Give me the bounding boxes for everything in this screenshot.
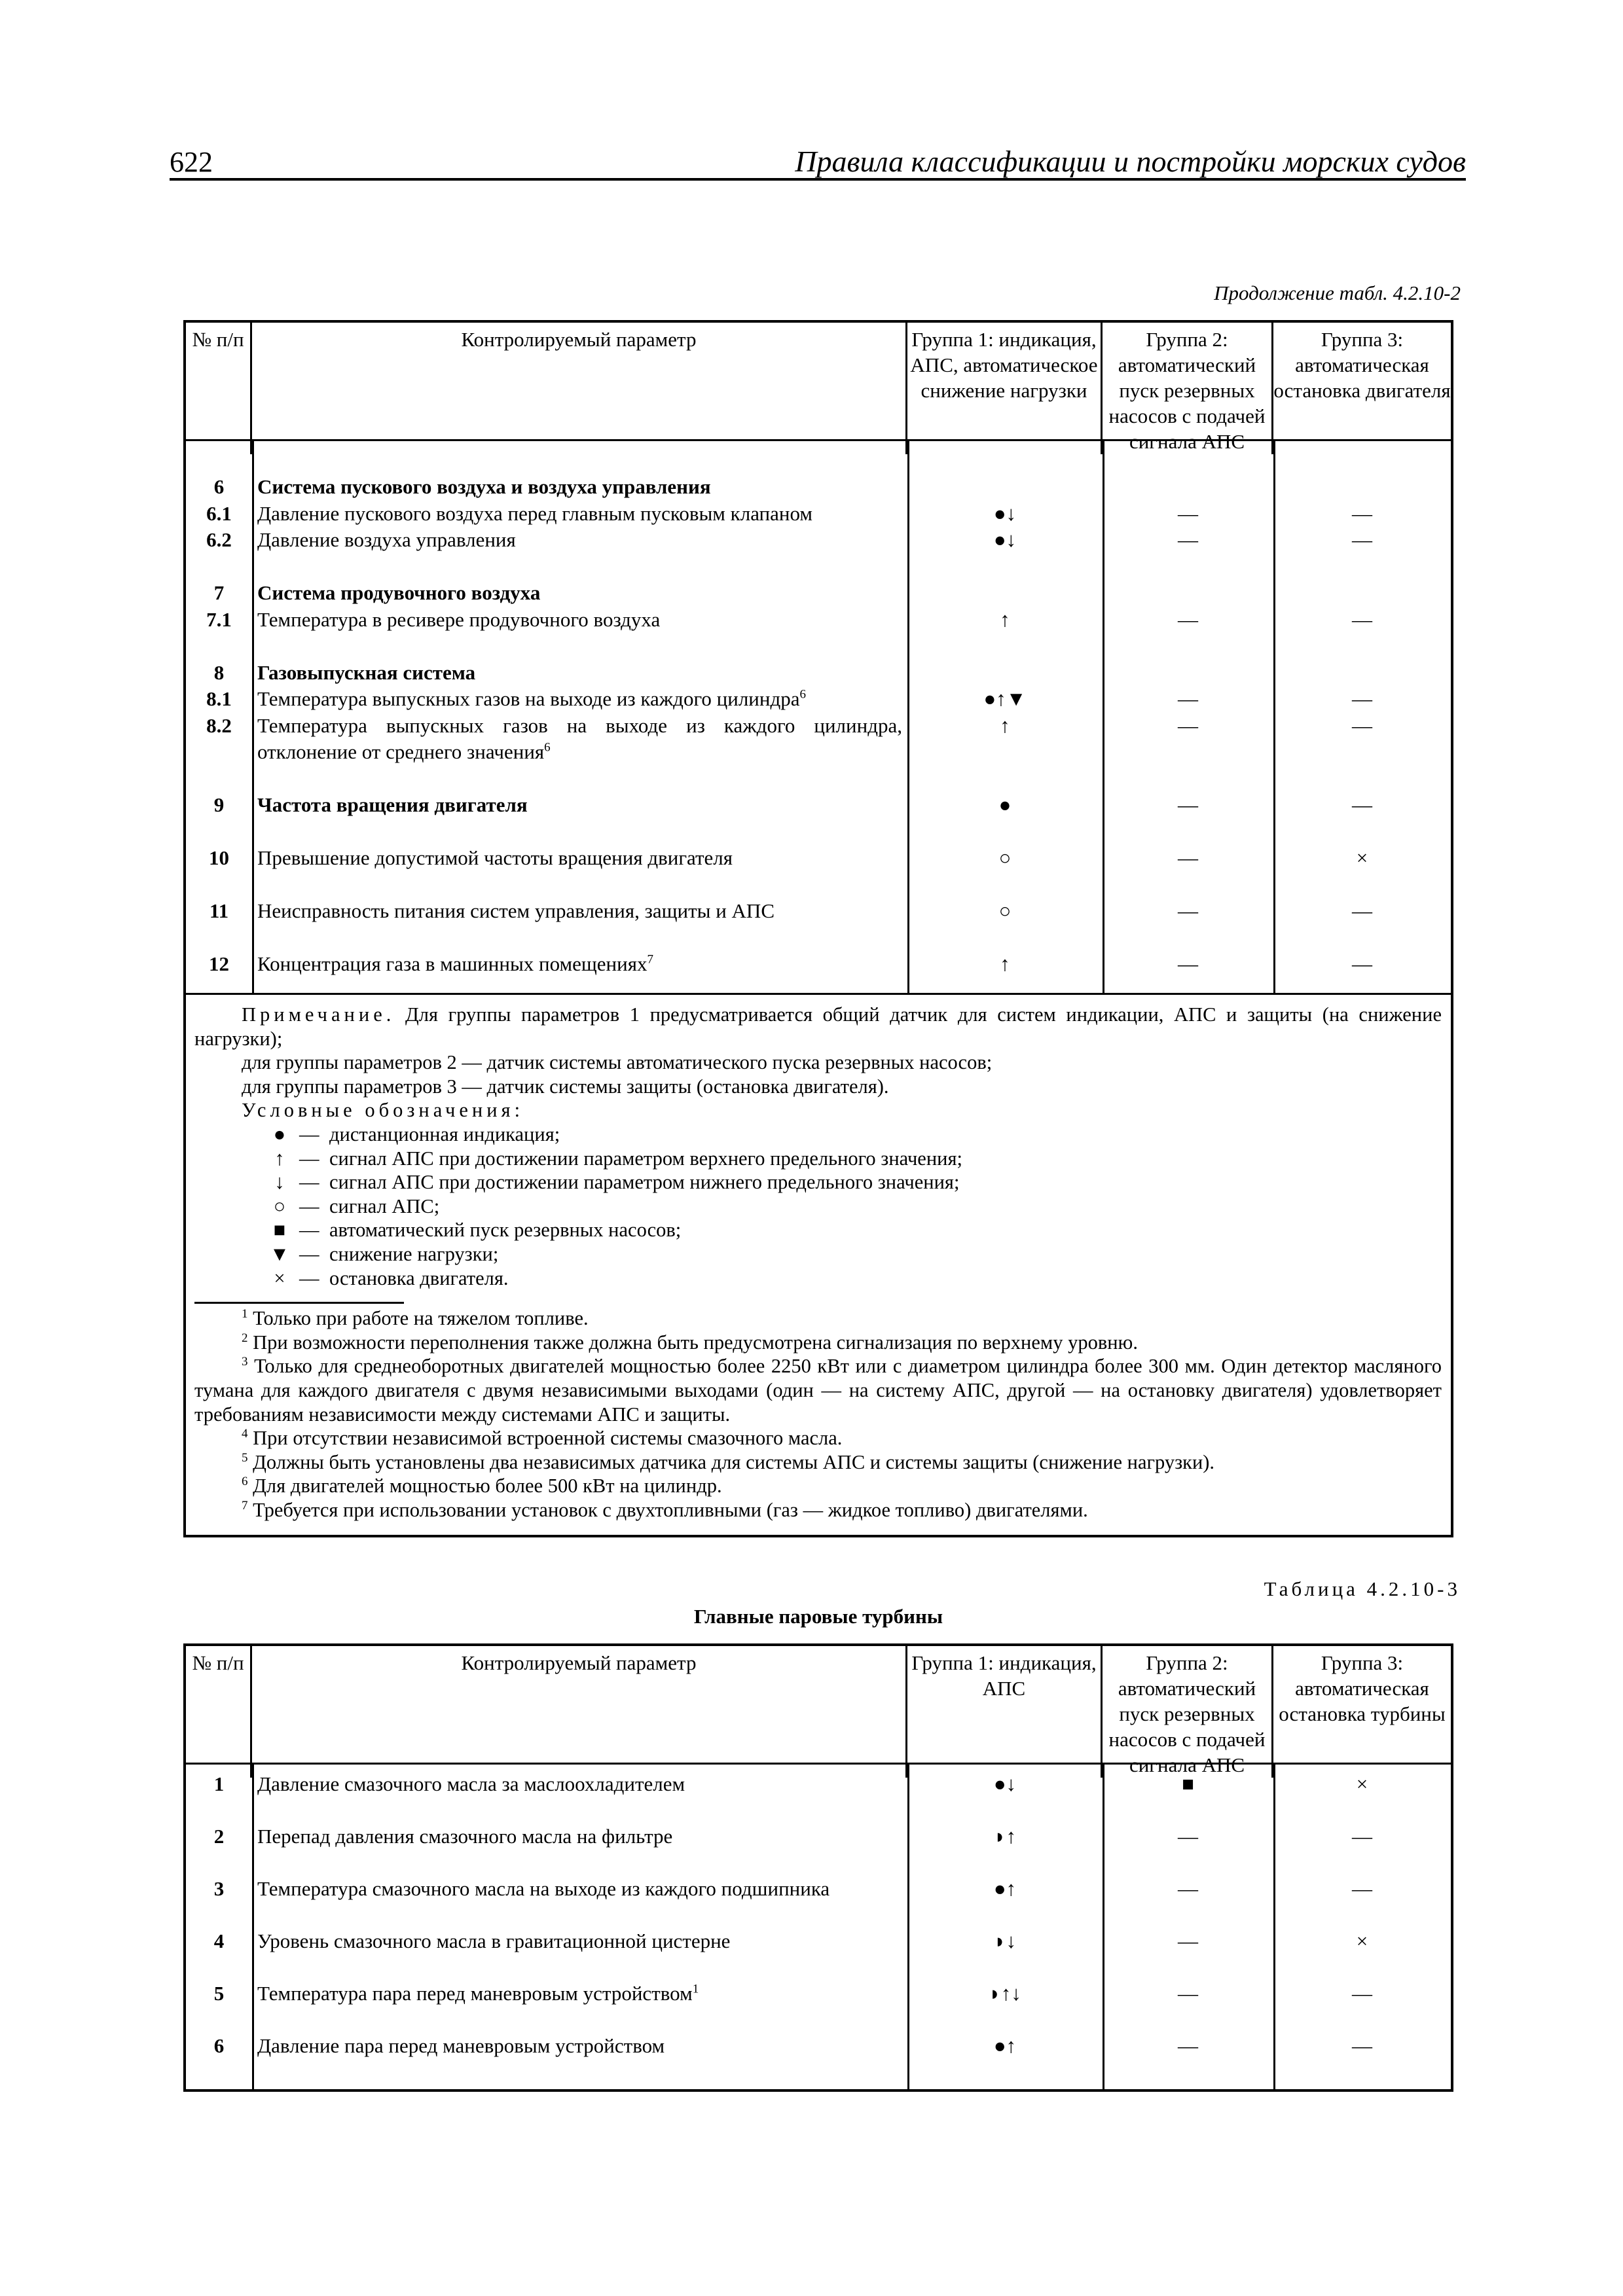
footnote-number: 1 xyxy=(242,1306,248,1321)
group-2-symbols: — xyxy=(1178,713,1198,737)
group-3-symbols: × xyxy=(1356,1929,1368,1952)
table-row xyxy=(186,898,1451,925)
legend-symbol-icon: ↑ xyxy=(274,1147,285,1170)
note-label: Примечание. xyxy=(242,1003,395,1026)
row-number: 6.1 xyxy=(206,501,232,525)
group-3-symbols: — xyxy=(1352,793,1372,816)
table-row xyxy=(186,660,1451,687)
row-spacer xyxy=(186,872,1451,899)
row-parameter xyxy=(252,845,907,872)
row-number: 8.1 xyxy=(206,687,232,710)
legend-text: снижение нагрузки; xyxy=(329,1242,499,1265)
legend-item xyxy=(194,1122,1442,1147)
row-number: 6 xyxy=(213,2034,225,2057)
row-number: 7.1 xyxy=(206,607,232,631)
legend-text: сигнал АПС при достижении параметром верхнего предельного значения; xyxy=(329,1147,962,1170)
row-parameter xyxy=(252,1922,907,1974)
header-number: № п/п xyxy=(186,323,252,454)
group-3-symbols: — xyxy=(1352,1982,1372,2005)
row-number: 6.2 xyxy=(206,528,232,551)
footnotes xyxy=(194,1306,1442,1522)
parameter-text: Давление пара перед маневровым устройством xyxy=(257,2034,665,2057)
table-row xyxy=(186,2026,1451,2079)
footnote xyxy=(194,1498,1442,1522)
group-1-symbols: ○ xyxy=(998,846,1012,869)
parameter-text: Превышение допустимой частоты вращения двигателя xyxy=(257,846,733,869)
row-parameter xyxy=(252,686,907,713)
group-2-symbols: — xyxy=(1178,952,1198,975)
footnote-number: 6 xyxy=(242,1475,248,1489)
footnote-number: 2 xyxy=(242,1331,248,1345)
footnote xyxy=(194,1354,1442,1426)
steam-turbine-table xyxy=(183,1643,1453,2092)
row-parameter xyxy=(252,792,907,819)
legend-dash: — xyxy=(299,1147,319,1170)
parameter-text: Газовыпускная система xyxy=(257,660,476,684)
group-2-symbols: — xyxy=(1178,607,1198,631)
table-row xyxy=(186,580,1451,607)
group-2-symbols: — xyxy=(1178,1929,1198,1952)
table-row xyxy=(186,1817,1451,1869)
row-number: 1 xyxy=(213,1772,225,1795)
table-row xyxy=(186,1869,1451,1922)
row-parameter xyxy=(252,527,907,554)
legend-text: остановка двигателя. xyxy=(329,1266,509,1289)
legend-dash: — xyxy=(299,1266,319,1289)
note-line: для группы параметров 3 — датчик системы защиты (остановка двигателя). xyxy=(242,1075,889,1098)
footnote-text: При отсутствии независимой встроенной системы смазочного масла. xyxy=(253,1427,843,1450)
row-parameter xyxy=(252,607,907,634)
group-3-symbols: × xyxy=(1356,846,1368,869)
table-number-label: Таблица 4.2.10-3 xyxy=(1264,1577,1461,1600)
row-number: 5 xyxy=(213,1982,225,2005)
table-body xyxy=(186,441,1451,993)
table-title: Главные паровые турбины xyxy=(693,1605,943,1628)
group-3-symbols: — xyxy=(1352,899,1372,922)
footnote-ref: 6 xyxy=(544,740,551,755)
header-group-3: Группа 3: автоматическая остановка турбины xyxy=(1279,1651,1446,1725)
group-3-symbols: — xyxy=(1352,687,1372,710)
row-number: 8 xyxy=(213,660,225,684)
row-number: 2 xyxy=(213,1825,225,1848)
table-row xyxy=(186,501,1451,528)
group-3-symbols xyxy=(1273,660,1451,687)
table-row xyxy=(186,1974,1451,2026)
legend-item xyxy=(194,1170,1442,1194)
row-parameter xyxy=(252,951,907,978)
legend xyxy=(194,1122,1442,1290)
group-1-symbols: ●↑ xyxy=(993,1877,1017,1900)
header-parameter: Контролируемый параметр xyxy=(252,323,907,454)
group-1-symbols: ◗↑↓ xyxy=(989,1982,1021,2005)
legend-dash: — xyxy=(299,1219,319,1242)
parameter-text: Температура в ресивере продувочного воздуха xyxy=(257,607,661,631)
legend-symbol-icon: × xyxy=(274,1266,285,1289)
group-2-symbols: — xyxy=(1178,687,1198,710)
running-title: Правила классификации и постройки морских судов xyxy=(795,145,1466,178)
parameter-text: Давление смазочного масла за маслоохладителем xyxy=(257,1772,685,1795)
group-1-symbols: ●↑ xyxy=(993,2034,1017,2057)
legend-item xyxy=(194,1194,1442,1219)
header-group-1: Группа 1: индикация, АПС xyxy=(907,1646,1103,1778)
group-1-symbols: ●↓ xyxy=(993,501,1017,525)
group-3-symbols: — xyxy=(1352,1825,1372,1848)
row-parameter xyxy=(252,713,907,766)
group-1-symbols xyxy=(907,580,1103,607)
note-paragraph xyxy=(194,1003,1442,1050)
group-2-symbols: — xyxy=(1178,501,1198,525)
parameter-text: Неисправность питания систем управления, защиты и АПС xyxy=(257,899,775,922)
footnote-ref: 6 xyxy=(799,687,807,702)
group-3-symbols: — xyxy=(1352,2034,1372,2057)
group-2-symbols xyxy=(1103,474,1273,501)
footnote-number: 4 xyxy=(242,1426,248,1441)
table-row xyxy=(186,951,1451,978)
parameter-text: Перепад давления смазочного масла на фильтре xyxy=(257,1825,673,1848)
footnote xyxy=(194,1450,1442,1475)
row-spacer xyxy=(186,819,1451,846)
table-row xyxy=(186,1922,1451,1974)
legend-item xyxy=(194,1218,1442,1242)
footnote xyxy=(194,1474,1442,1498)
parameter-text: Давление воздуха управления xyxy=(257,528,516,551)
row-parameter xyxy=(252,1817,907,1869)
row-parameter xyxy=(252,660,907,687)
legend-item xyxy=(194,1242,1442,1266)
footnote-text: Должны быть установлены два независимых датчика для системы АПС и системы защиты (снижение нагрузки). xyxy=(253,1450,1215,1473)
footnote xyxy=(194,1306,1442,1331)
row-spacer xyxy=(186,554,1451,581)
parameter-text: Давление пускового воздуха перед главным пусковым клапаном xyxy=(257,501,813,525)
footnote-number: 3 xyxy=(242,1355,248,1369)
parameter-text: Уровень смазочного масла в гравитационной цистерне xyxy=(257,1929,731,1952)
legend-dash: — xyxy=(299,1122,319,1145)
row-number: 8.2 xyxy=(206,713,232,737)
group-2-symbols: — xyxy=(1178,2034,1198,2057)
footnote-text: Только для среднеоборотных двигателей мощностью более 2250 кВт или с диаметром цилиндра более 300 мм. Один детектор масляного тумана для каждого двигателя с двумя независимыми выходами (один — на систему АПС, другой — на остановку двигателя) удовлетворяет требованиям независимости между системами АПС и защиты. xyxy=(194,1355,1442,1426)
table-row xyxy=(186,474,1451,501)
group-1-symbols: ●↓ xyxy=(993,528,1017,551)
parameter-text: Температура выпускных газов на выходе из каждого цилиндра xyxy=(257,687,800,710)
legend-symbol-icon: ■ xyxy=(273,1219,286,1242)
legend-symbol-icon: ○ xyxy=(273,1194,286,1217)
table-row xyxy=(186,527,1451,554)
parameter-text: Концентрация газа в машинных помещениях xyxy=(257,952,647,975)
legend-symbol-icon: ● xyxy=(273,1122,286,1145)
group-3-symbols: — xyxy=(1352,501,1372,525)
group-1-symbols xyxy=(907,660,1103,687)
group-1-symbols: ↑ xyxy=(1000,607,1010,631)
group-2-symbols: — xyxy=(1178,528,1198,551)
group-2-symbols xyxy=(1103,580,1273,607)
parameter-text: Температура смазочного масла на выходе из каждого подшипника xyxy=(257,1877,830,1900)
footnote-text: Для двигателей мощностью более 500 кВт на цилиндр. xyxy=(253,1475,722,1498)
note-text: Для группы параметров 1 предусматривается общий датчик для систем индикации, АПС и защиты (на снижение нагрузки); xyxy=(194,1003,1442,1050)
table-row xyxy=(186,845,1451,872)
row-number: 4 xyxy=(213,1929,225,1952)
footnote-rule xyxy=(194,1302,404,1304)
parameter-text: Температура пара перед маневровым устройством xyxy=(257,1982,693,2005)
note-line: для группы параметров 2 — датчик системы автоматического пуска резервных насосов; xyxy=(242,1051,993,1074)
header-rule xyxy=(170,178,1466,181)
group-2-symbols: — xyxy=(1178,846,1198,869)
table-row xyxy=(186,792,1451,819)
footnote-ref: 1 xyxy=(692,1982,699,1996)
group-3-symbols: — xyxy=(1352,713,1372,737)
footnote-text: При возможности переполнения также должна быть предусмотрена сигнализация по верхнему уровню. xyxy=(253,1331,1138,1354)
header-group-2: Группа 2: автоматический пуск резервных насосов с подачей сигнала АПС xyxy=(1103,323,1273,454)
group-1-symbols: ○ xyxy=(998,899,1012,922)
legend-text: сигнал АПС при достижении параметром нижнего предельного значения; xyxy=(329,1171,960,1194)
row-parameter xyxy=(252,1974,907,2026)
group-3-symbols: × xyxy=(1356,1772,1368,1795)
header-group-1: Группа 1: индикация, АПС, автоматическое снижение нагрузки xyxy=(907,323,1103,454)
legend-symbol-icon: ▼ xyxy=(269,1242,290,1265)
group-1-symbols: ↑ xyxy=(1000,952,1010,975)
group-1-symbols: ◗↑ xyxy=(993,1825,1017,1848)
row-spacer xyxy=(186,766,1451,793)
table-header xyxy=(186,1646,1451,1776)
legend-text: дистанционная индикация; xyxy=(329,1122,560,1145)
legend-dash: — xyxy=(299,1194,319,1217)
legend-item xyxy=(194,1147,1442,1171)
header-group-2: Группа 2: автоматический пуск резервных насосов с подачей сигнала АПС xyxy=(1103,1646,1273,1778)
row-number: 9 xyxy=(213,793,225,816)
group-2-symbols: — xyxy=(1178,1982,1198,2005)
row-spacer xyxy=(186,633,1451,660)
legend-item xyxy=(194,1266,1442,1291)
legend-symbol-icon: ↓ xyxy=(274,1171,285,1194)
table-body xyxy=(186,1765,1451,2089)
group-1-symbols: ◗↓ xyxy=(993,1929,1017,1952)
row-number: 12 xyxy=(209,952,229,975)
legend-text: сигнал АПС; xyxy=(329,1194,440,1217)
parameter-text: Система продувочного воздуха xyxy=(257,581,541,604)
parameter-text: Частота вращения двигателя xyxy=(257,793,528,816)
row-number: 10 xyxy=(209,846,229,869)
header-group-3: Группа 3: автоматическая остановка двигателя xyxy=(1273,328,1451,402)
row-spacer xyxy=(186,925,1451,952)
table-row xyxy=(186,713,1451,766)
legend-text: автоматический пуск резервных насосов; xyxy=(329,1219,682,1242)
row-number: 6 xyxy=(213,475,225,498)
row-parameter xyxy=(252,898,907,925)
footnote xyxy=(194,1331,1442,1355)
row-parameter xyxy=(252,501,907,528)
group-1-symbols: ↑ xyxy=(1000,713,1010,737)
footnote-number: 5 xyxy=(242,1450,248,1465)
engine-parameters-table xyxy=(183,320,1453,1537)
footnote xyxy=(194,1426,1442,1450)
row-number: 3 xyxy=(213,1877,225,1900)
table-continuation-label: Продолжение табл. 4.2.10-2 xyxy=(1214,281,1461,304)
table-row xyxy=(186,607,1451,634)
group-1-symbols: ● xyxy=(998,793,1012,816)
group-2-symbols: — xyxy=(1178,1877,1198,1900)
row-number: 11 xyxy=(209,899,229,922)
header-parameter: Контролируемый параметр xyxy=(252,1646,907,1778)
row-number: 7 xyxy=(213,581,225,604)
group-3-symbols: — xyxy=(1352,528,1372,551)
table-header xyxy=(186,323,1451,453)
group-3-symbols: — xyxy=(1352,607,1372,631)
group-3-symbols: — xyxy=(1352,1877,1372,1900)
group-2-symbols xyxy=(1103,660,1273,687)
footnote-number: 7 xyxy=(242,1498,248,1513)
table-row xyxy=(186,1765,1451,1817)
footnote-ref: 7 xyxy=(647,952,653,967)
row-parameter xyxy=(252,2026,907,2079)
group-1-symbols xyxy=(907,474,1103,501)
row-spacer xyxy=(186,441,1451,474)
parameter-text: Система пускового воздуха и воздуха управления xyxy=(257,475,711,498)
row-parameter xyxy=(252,580,907,607)
row-parameter xyxy=(252,1765,907,1817)
group-3-symbols xyxy=(1273,474,1451,501)
legend-dash: — xyxy=(299,1242,319,1265)
parameter-text: Температура выпускных газов на выходе из каждого цилиндра, отклонение от среднего значения xyxy=(257,713,902,763)
group-3-symbols: — xyxy=(1352,952,1372,975)
group-1-symbols: ●↓ xyxy=(993,1772,1017,1795)
header-number: № п/п xyxy=(186,1646,252,1778)
group-2-symbols: — xyxy=(1178,899,1198,922)
page-number: 622 xyxy=(170,146,213,178)
legend-dash: — xyxy=(299,1171,319,1194)
legend-title: Условные обозначения: xyxy=(242,1099,524,1122)
group-3-symbols xyxy=(1273,580,1451,607)
table-row xyxy=(186,686,1451,713)
group-2-symbols: ■ xyxy=(1182,1772,1194,1795)
group-2-symbols: — xyxy=(1178,793,1198,816)
footnote-text: Требуется при использовании установок с двухтопливными (газ — жидкое топливо) двигателями. xyxy=(253,1498,1088,1521)
table-notes xyxy=(186,993,1451,1535)
group-2-symbols: — xyxy=(1178,1825,1198,1848)
row-parameter xyxy=(252,1869,907,1922)
footnote-text: Только при работе на тяжелом топливе. xyxy=(253,1307,589,1330)
group-1-symbols: ●↑▼ xyxy=(983,687,1027,710)
row-parameter xyxy=(252,474,907,501)
